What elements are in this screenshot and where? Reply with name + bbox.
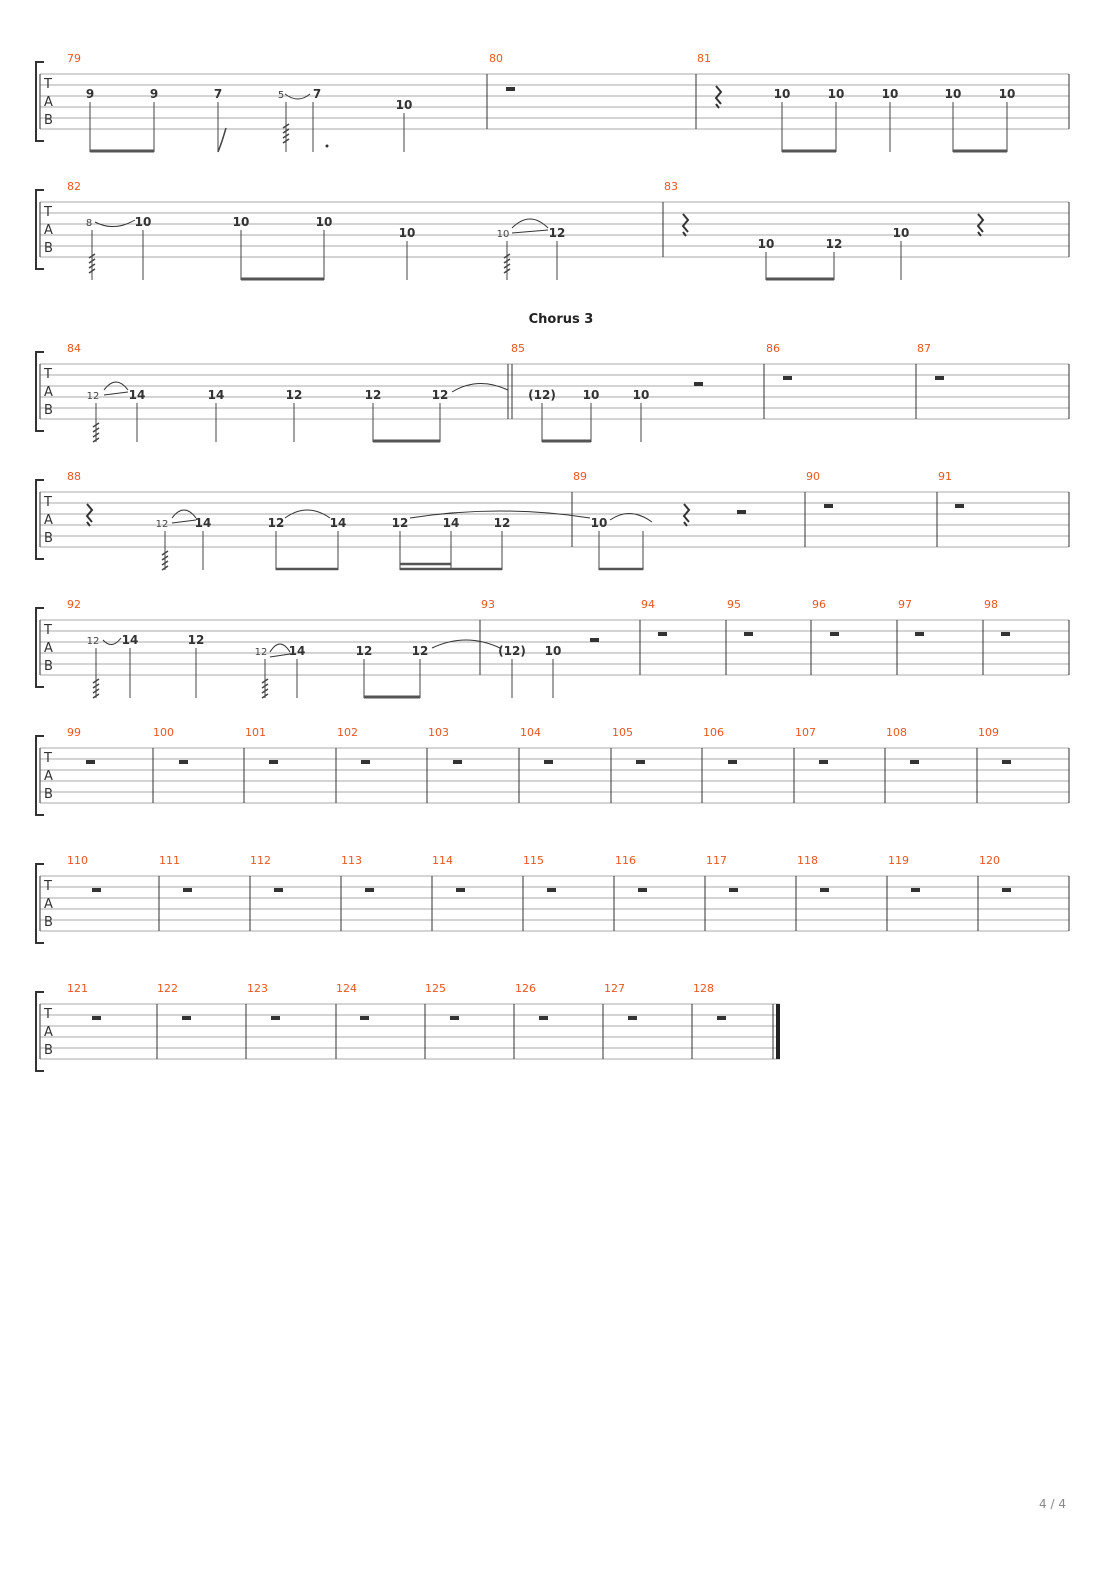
fret-number: 12 [431,388,449,402]
measure-number: 100 [153,726,174,739]
measure-number: 101 [245,726,266,739]
fret-number: 10 [582,388,600,402]
tab-system-3 [36,342,1069,442]
quarter-rest [716,86,721,108]
staff-lines [40,1004,780,1059]
fret-number: 14 [128,388,146,402]
measure-number: 102 [337,726,358,739]
measure-number: 104 [520,726,541,739]
measure-number: 122 [157,982,178,995]
tab-label-t: T [44,495,52,510]
measure-number: 107 [795,726,816,739]
tab-label-a: A [44,95,53,110]
fret-number: 9 [85,87,95,101]
fret-number: 12 [825,237,843,251]
measure-number: 103 [428,726,449,739]
measure-number: 108 [886,726,907,739]
quarter-rest [978,214,983,236]
measure-number: 97 [898,598,912,611]
fret-number: 10 [398,226,416,240]
measure-number: 120 [979,854,1000,867]
measure-number: 87 [917,342,931,355]
section-marker: Chorus 3 [528,312,594,327]
fret-number: 14 [207,388,225,402]
measure-number: 115 [523,854,544,867]
page-number: 4 / 4 [1039,1497,1066,1511]
tie-arc [452,383,508,392]
tab-label-a: A [44,1025,53,1040]
measure-number: 111 [159,854,180,867]
whole-rests [92,1016,726,1020]
measure-number: 99 [67,726,81,739]
tab-system-2 [36,180,1069,280]
slide-mark [512,230,548,233]
tab-system-8 [36,982,780,1071]
fret-number: 10 [757,237,775,251]
measure-number: 117 [706,854,727,867]
whole-rest [783,376,792,380]
measure-number: 119 [888,854,909,867]
measure-number: 106 [703,726,724,739]
whole-rest [824,504,833,508]
tab-system-4 [36,470,1069,570]
measure-number: 113 [341,854,362,867]
fret-number: 12 [411,644,429,658]
fret-number-grace: 12 [155,519,169,530]
whole-rest [658,632,667,636]
barlines [40,748,1069,803]
barlines [40,74,1069,129]
staff-lines [40,748,1069,803]
measure-number: 95 [727,598,741,611]
measure-number: 89 [573,470,587,483]
slide-mark [104,392,128,395]
half-rest [506,87,515,91]
measure-number: 84 [67,342,81,355]
fret-number: 10 [395,98,413,112]
measure-number: 85 [511,342,525,355]
tab-label-t: T [44,77,52,92]
measure-number: 96 [812,598,826,611]
dot-mark [326,145,329,148]
half-rest [590,638,599,642]
measure-number: 127 [604,982,625,995]
fret-number: 10 [544,644,562,658]
slide-mark [103,638,121,645]
tab-system-5 [36,598,1069,698]
measure-number: 110 [67,854,88,867]
stems [96,403,641,442]
fret-number-grace: 12 [86,636,100,647]
stems [90,102,1007,152]
measure-number: 114 [432,854,453,867]
fret-number: (12) [528,388,556,402]
tab-label-a: A [44,641,53,656]
tab-system-1 [36,52,1069,152]
tab-label-t: T [44,879,52,894]
measure-number: 121 [67,982,88,995]
tab-label-t: T [44,367,52,382]
measure-number: 112 [250,854,271,867]
fret-number: 10 [773,87,791,101]
fret-number: 14 [121,633,139,647]
tab-label-b: B [44,915,53,930]
tab-label-t: T [44,205,52,220]
staff-lines [40,876,1069,931]
tab-label-b: B [44,1043,53,1058]
fret-number: 10 [632,388,650,402]
measure-number: 126 [515,982,536,995]
fret-number-grace: 5 [277,90,285,101]
fret-number: (12) [498,644,526,658]
fret-number: 12 [285,388,303,402]
tab-label-b: B [44,659,53,674]
beams [276,564,643,569]
tab-label-a: A [44,385,53,400]
half-rest [737,510,746,514]
fret-number: 7 [312,87,322,101]
fret-number: 12 [267,516,285,530]
fret-number: 12 [391,516,409,530]
stems [96,648,553,698]
fret-number: 10 [944,87,962,101]
quarter-rest [87,504,92,526]
measure-number: 81 [697,52,711,65]
measure-number: 88 [67,470,81,483]
fret-number: 12 [364,388,382,402]
slide-mark [172,520,196,523]
quarter-rest [684,504,689,526]
tab-label-b: B [44,113,53,128]
fret-number: 10 [827,87,845,101]
measure-number: 98 [984,598,998,611]
tab-label-t: T [44,1007,52,1022]
tie-arc [270,644,290,652]
fret-number: 14 [288,644,306,658]
measure-number: 105 [612,726,633,739]
tie-arc [432,640,500,648]
tab-label-t: T [44,623,52,638]
tab-system-7 [36,854,1069,943]
fret-number: 10 [315,215,333,229]
measure-number: 82 [67,180,81,193]
tab-label-b: B [44,403,53,418]
tab-label-a: A [44,513,53,528]
whole-rests [86,760,1011,764]
slide-mark [270,654,290,657]
tab-label-b: B [44,787,53,802]
fret-number-grace: 12 [86,391,100,402]
measure-number: 94 [641,598,655,611]
measure-number: 79 [67,52,81,65]
final-barline [776,1004,780,1059]
tab-label-b: B [44,241,53,256]
whole-rest [955,504,964,508]
whole-rest [744,632,753,636]
tab-label-t: T [44,751,52,766]
fret-number: 7 [213,87,223,101]
fret-number: 10 [998,87,1016,101]
fret-number: 14 [194,516,212,530]
barlines [40,1004,773,1059]
measure-number: 118 [797,854,818,867]
whole-rest [830,632,839,636]
tab-label-a: A [44,897,53,912]
fret-number: 12 [355,644,373,658]
measure-number: 93 [481,598,495,611]
eighth-flag [218,128,226,152]
measure-number: 83 [664,180,678,193]
slide-mark [95,220,135,227]
whole-rests [92,888,1011,892]
staff-lines [40,74,1069,129]
fret-number: 12 [493,516,511,530]
fret-number-grace: 12 [254,647,268,658]
tie-arc [610,513,652,522]
measure-number: 124 [336,982,357,995]
tremolo-marks [93,679,268,698]
whole-rest [915,632,924,636]
barlines [40,876,1069,931]
fret-number: 12 [187,633,205,647]
fret-number-grace: 10 [496,229,510,240]
fret-number: 10 [134,215,152,229]
tab-label-a: A [44,223,53,238]
measure-number: 125 [425,982,446,995]
half-rest [694,382,703,386]
fret-number: 9 [149,87,159,101]
measure-number: 90 [806,470,820,483]
fret-number: 10 [590,516,608,530]
measure-number: 109 [978,726,999,739]
measure-number: 116 [615,854,636,867]
quarter-rest [683,214,688,236]
fret-number-grace: 8 [85,218,93,229]
measure-number: 86 [766,342,780,355]
fret-number: 10 [232,215,250,229]
whole-rest [1001,632,1010,636]
measure-number: 123 [247,982,268,995]
fret-number: 10 [892,226,910,240]
fret-number: 10 [881,87,899,101]
whole-rest [935,376,944,380]
measure-number: 128 [693,982,714,995]
fret-number: 14 [442,516,460,530]
tab-system-6 [36,726,1069,815]
tab-label-b: B [44,531,53,546]
tab-label-a: A [44,769,53,784]
measure-number: 92 [67,598,81,611]
fret-number: 12 [548,226,566,240]
measure-number: 80 [489,52,503,65]
fret-number: 14 [329,516,347,530]
measure-number: 91 [938,470,952,483]
